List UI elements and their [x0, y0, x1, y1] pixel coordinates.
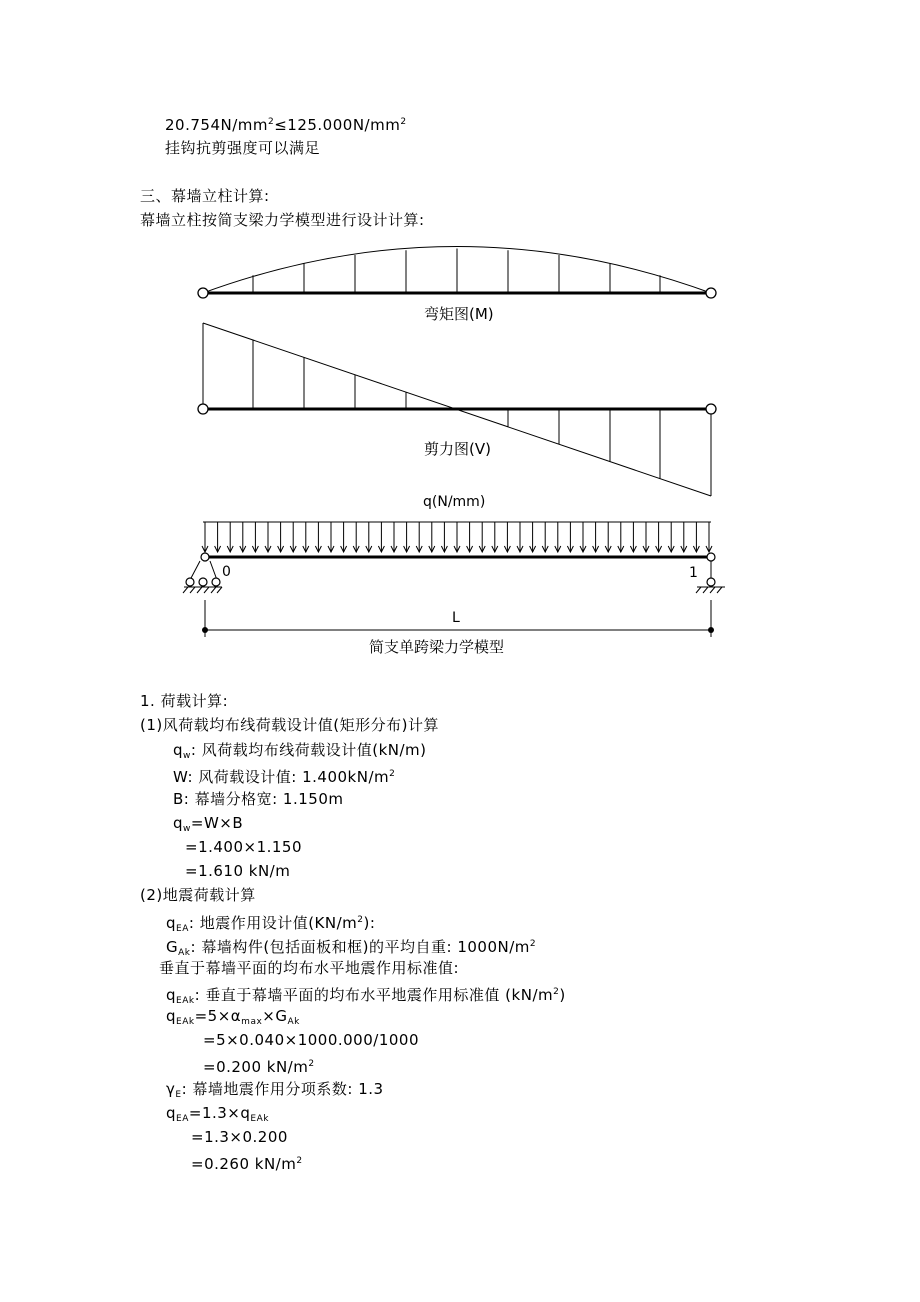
support-roller [707, 578, 715, 586]
qEAk-definition: $q_{EAk}$: 垂直于幕墙平面的均布水平地震作用标准值 $(kN/m^2)$ [166, 986, 566, 1006]
support-pin [186, 578, 194, 586]
shear-diagram [198, 323, 716, 496]
sup-2: 2 [400, 117, 407, 127]
qEA-calc-2: =0.260 $kN/m^2$ [191, 1155, 303, 1173]
support-pin [212, 578, 220, 586]
hinge-left [198, 404, 208, 414]
dim-tick [708, 627, 714, 633]
moment-caption: 弯矩图(M) [424, 305, 494, 323]
moment-diagram [198, 247, 716, 299]
span-label: L [452, 610, 460, 626]
sup-2: 2 [267, 117, 275, 127]
hook-shear-ok: 挂钩抗剪强度可以满足 [165, 139, 321, 157]
wind-heading: (1)风荷载均布线荷载设计值(矩形分布)计算 [140, 716, 439, 734]
node-left [201, 553, 209, 561]
seismic-heading: (2)地震荷载计算 [140, 886, 256, 904]
GAk-definition: $G_{Ak}$: 幕墙构件(包括面板和框)的平均自重: $1000N/m^2$ [166, 938, 537, 958]
qEAk-formula: $q_{EAk}=5\times\alpha_{max}\times G_{Ak}$ [166, 1007, 300, 1027]
qw-calc-1: =1.400×1.150 [185, 838, 303, 856]
load-arrows [202, 522, 712, 552]
ground-hatch [183, 587, 222, 593]
gammaE-definition: $\gamma_E$: 幕墙地震作用分项系数: 1.3 [166, 1080, 384, 1100]
ineq-right: ≤125.000N/mm [274, 116, 401, 134]
load-heading: 1. 荷载计算: [140, 692, 229, 710]
node-label-left: 0 [222, 564, 231, 580]
model-caption: 简支单跨梁力学模型 [369, 638, 505, 656]
qw-definition: $q_w$: 风荷载均布线荷载设计值(kN/m) [173, 741, 427, 761]
qw-formula: $q_w=W\times B$ [173, 814, 244, 834]
shear-caption: 剪力图(V) [424, 440, 491, 458]
node-right [707, 553, 715, 561]
B-definition: B: 幕墙分格宽: 1.150m [173, 790, 344, 808]
qEA-calc-1: =1.3×0.200 [191, 1128, 288, 1146]
dim-tick [202, 627, 208, 633]
perp-heading: 垂直于幕墙平面的均布水平地震作用标准值: [159, 959, 460, 977]
ineq-left: 20.754N/mm [165, 116, 268, 134]
qEA-formula: $q_{EA}=1.3\times q_{EAk}$ [166, 1104, 269, 1124]
load-label: q(N/mm) [423, 494, 486, 510]
moment-ordinates [253, 249, 660, 294]
node-label-right: 1 [689, 565, 698, 581]
section-intro: 幕墙立柱按简支梁力学模型进行设计计算: [140, 211, 425, 229]
hinge-right [706, 404, 716, 414]
hinge-left [198, 288, 208, 298]
ground-hatch [696, 587, 722, 593]
qw-calc-2: =1.610 kN/m [185, 862, 291, 880]
section-title: 三、幕墙立柱计算: [140, 187, 270, 205]
qEA-definition: $q_{EA}$: 地震作用设计值$(KN/m^2)$: [166, 914, 376, 934]
support-pin [199, 578, 207, 586]
hinge-right [706, 288, 716, 298]
qEAk-calc-1: =5×0.040×1000.000/1000 [203, 1031, 419, 1049]
W-definition: W: 风荷载设计值: $1.400kN/m^2$ [173, 768, 396, 786]
qEAk-calc-2: =0.200 $kN/m^2$ [203, 1058, 315, 1076]
